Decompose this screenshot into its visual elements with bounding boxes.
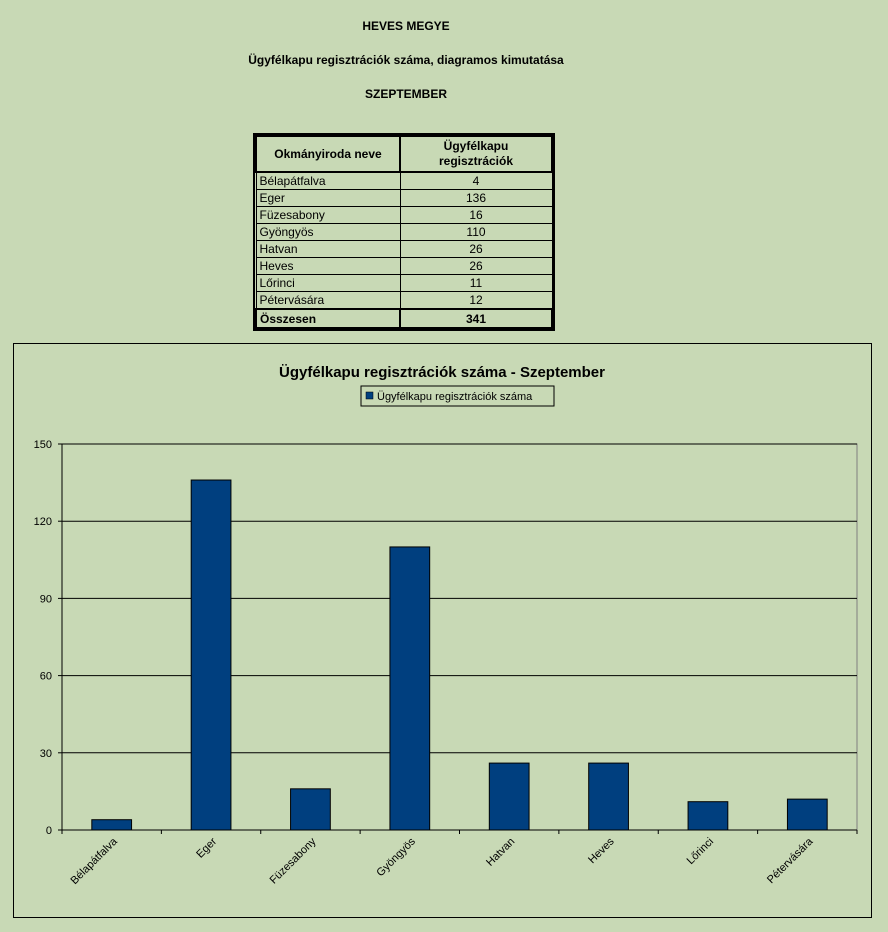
column-header-registrations	[400, 136, 552, 172]
office-name: Heves	[256, 258, 400, 275]
y-tick-label: 30	[39, 747, 52, 760]
chart-title: Ügyfélkapu regisztrációk száma - Szeptember	[279, 364, 605, 381]
column-header-line1: Ügyfélkapu	[443, 139, 509, 153]
office-name: Hatvan	[256, 241, 400, 258]
office-value: 11	[400, 275, 552, 292]
office-name: Bélapátfalva	[256, 172, 400, 190]
total-value: 341	[400, 309, 552, 328]
legend-swatch	[366, 392, 373, 399]
chart-canvas	[14, 344, 871, 917]
table-row	[256, 258, 552, 275]
table-row	[256, 241, 552, 258]
x-tick-label: Gyöngyös	[374, 835, 418, 880]
table-total-row	[256, 309, 552, 328]
x-tick-label: Bélapátfalva	[68, 835, 120, 887]
bar	[688, 802, 728, 830]
y-tick-label: 150	[33, 439, 52, 451]
office-value: 4	[400, 172, 552, 190]
plot-area	[34, 439, 857, 887]
table-row	[256, 275, 552, 292]
x-tick-label: Pétervására	[765, 835, 816, 887]
y-tick-label: 0	[45, 825, 52, 837]
bar	[390, 547, 430, 830]
bar	[787, 799, 827, 830]
table-row	[256, 292, 552, 310]
x-tick-label: Heves	[586, 835, 617, 867]
chart-legend	[361, 386, 554, 406]
column-header-office: Okmányiroda neve	[256, 136, 400, 172]
table-row	[256, 172, 552, 190]
bar	[589, 763, 629, 830]
bar	[92, 820, 132, 830]
office-value: 12	[400, 292, 552, 310]
office-name: Gyöngyös	[256, 224, 400, 241]
table-row	[256, 224, 552, 241]
page-subtitle: Ügyfélkapu regisztrációk száma, diagramos kimutatása	[248, 53, 564, 67]
page-month: SZEPTEMBER	[364, 87, 447, 101]
x-tick-label: Eger	[194, 835, 220, 861]
office-name: Lőrinci	[256, 275, 400, 292]
table-row	[256, 190, 552, 207]
column-header-line2: regisztrációk	[438, 154, 514, 168]
office-name: Füzesabony	[256, 207, 400, 224]
office-value: 16	[400, 207, 552, 224]
x-tick-label: Lőrinci	[684, 835, 717, 868]
y-tick-label: 90	[39, 593, 52, 606]
office-value: 136	[400, 190, 552, 207]
office-value: 26	[400, 241, 552, 258]
bar-chart	[13, 343, 872, 918]
bar	[489, 763, 529, 830]
plot-frame	[62, 444, 857, 830]
table-row	[256, 207, 552, 224]
total-label: Összesen	[256, 309, 400, 328]
page-title: HEVES MEGYE	[362, 19, 450, 33]
registrations-table	[255, 135, 553, 329]
x-tick-label: Füzesabony	[267, 835, 319, 887]
table-header-row	[256, 136, 552, 172]
x-tick-label: Hatvan	[484, 835, 518, 869]
bar	[191, 480, 231, 830]
bar	[291, 789, 331, 830]
office-name: Eger	[256, 190, 400, 207]
office-name: Pétervására	[256, 292, 400, 310]
office-value: 26	[400, 258, 552, 275]
y-tick-label: 120	[33, 516, 52, 529]
y-tick-label: 60	[39, 670, 52, 683]
office-value: 110	[400, 224, 552, 241]
legend-label: Ügyfélkapu regisztrációk száma	[377, 391, 533, 403]
